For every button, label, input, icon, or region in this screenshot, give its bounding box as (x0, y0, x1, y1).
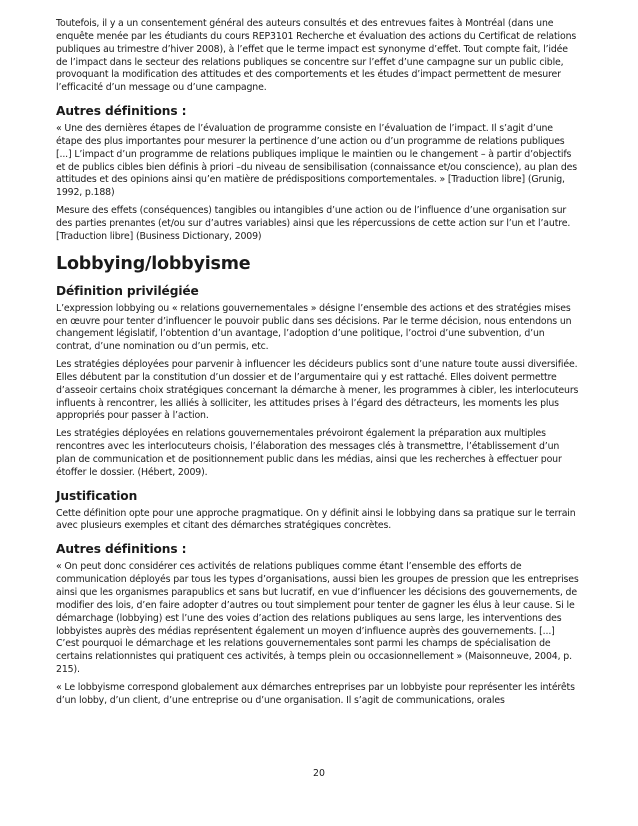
lobbying-autres-definitions-heading: Autres définitions : (56, 542, 187, 557)
document-page (56, 18, 580, 713)
justification-paragraph: Cette définition opte pour une approche pragmatique. On y définit ainsi le lobbying dans sa pratique sur le terrain avec plusieurs exemples et citant des démarches stratégiques concrètes. (56, 507, 576, 532)
lobbying-definition-paragraph: Les stratégies déployées en relations gouvernementales prévoiront également la préparation aux multiples rencontres avec les interlocuteurs choisis, l’élaboration des messages clés à transmettre, l’établissement d’un plan de communication et de positionnement public dans les médias, ainsi que les recherches à effectuer pour étoffer le dossier. (Hébert, 2009). (56, 428, 562, 478)
lobbying-quote-maisonneuve: « On peut donc considérer ces activités de relations publiques comme étant l’ensemble des efforts de communication déployés par tous les types d’organisations, aussi bien les groupes de pression que les entreprises ainsi que les organismes parapublics et sans but lucratif, en vue d’influencer les décisions des gouvernements, de modifier des lois, d’en faire adopter d’autres ou tout simplement pour tenter de gagner les élus à leur cause. Si le démarchage (lobbying) est l’une des voies d’action des relations publiques au sens large, les interventions des lobbyistes auprès des médias représentent également un moyen d’influence auprès des gouvernements. [...] C’est pourquoi le démarchage et les relations gouvernementales sont parmi les champs de spécialisation de certains relationnistes qui pratiquent ces activités, à temps plein ou occasionnellement » (Maisonneuve, 2004, p. 215). (56, 561, 579, 676)
impact-definition-business-dictionary: Mesure des effets (conséquences) tangibles ou intangibles d’une action ou de l’influence d’une organisation sur des parties prenantes (et/ou sur d’autres variables) ainsi que les répercussions de cette action sur l’un et l’autre. [Traduction libre] (Business Dictionary, 2009) (56, 205, 571, 242)
lobbying-definition-paragraph: L’expression lobbying ou « relations gouvernementales » désigne l’ensemble des actions et des stratégies mises en œuvre pour tenter d’influencer le pouvoir public dans ses décisions. Par le terme décision, nous entendons un changement législatif, l’obtention d’un avantage, l’adoption d’une politique, l’octroi d’une subvention, d’un contrat, d’une nomination ou d’un permis, etc. (56, 302, 572, 353)
autres-definitions-heading: Autres définitions : (56, 104, 187, 119)
impact-quote-grunig: « Une des dernières étapes de l’évaluation de programme consiste en l’évaluation de l’impact. Il s’agit d’une étape des plus importantes pour mesurer la pertinence d’une action ou d’un programme de relations publiques [...] L’impact d’un programme de relations publiques implique le maintien ou le changement – à partir d’objectifs et de publics cibles bien définis à priori –du niveau de sensibilisation (connaissance et/ou conscience), au plan des attitudes et des opinions ainsi qu’en matière de prédispositions comportementales. » [Traduction libre] (Grunig, 1992, p.188) (56, 123, 578, 199)
justification-heading: Justification (56, 488, 138, 503)
lobbying-quote-continued: « Le lobbyisme correspond globalement aux démarches entreprises par un lobbyiste pour représenter les intérêts d’un lobby, d’un client, d’une entreprise ou d’une organisation. Il s’agit de communications, orales (56, 681, 575, 706)
definition-privilegiee-heading: Définition privilégiée (56, 283, 199, 298)
intro-paragraph: Toutefois, il y a un consentement général des auteurs consultés et des entrevues faites à Montréal (dans une enquête menée par les étudiants du cours REP3101 Recherche et évaluation des actions du Certificat de relations publiques au trimestre d’hiver 2008), à l’effet que le terme impact est synonyme d’effet. Tout compte fait, l’idée de l’impact dans le secteur des relations publiques se concentre sur l’effet d’une campagne sur un public cible, provoquant la modification des attitudes et des comportements et les études d’impact permettent de mesurer l’efficacité d’un message ou d’une campagne. (56, 18, 577, 94)
page-number: 20 (313, 768, 325, 779)
lobbying-definition-paragraph: Les stratégies déployées pour parvenir à influencer les décideurs publics sont d’une nature toute aussi diversifiée. Elles débutent par la constitution d’un dossier et de l’argumentaire qui y est rattaché. Elles doivent permettre d’asseoir certains choix stratégiques concernant la démarche à mener, les programmes à cibler, les interlocuteurs influents à rencontrer, les alliés à solliciter, les attitudes prises à l’égard des détracteurs, les moments les plus appropriés pour passer à l’action. (56, 359, 579, 422)
lobbying-section-title: Lobbying/lobbyisme (56, 253, 251, 274)
